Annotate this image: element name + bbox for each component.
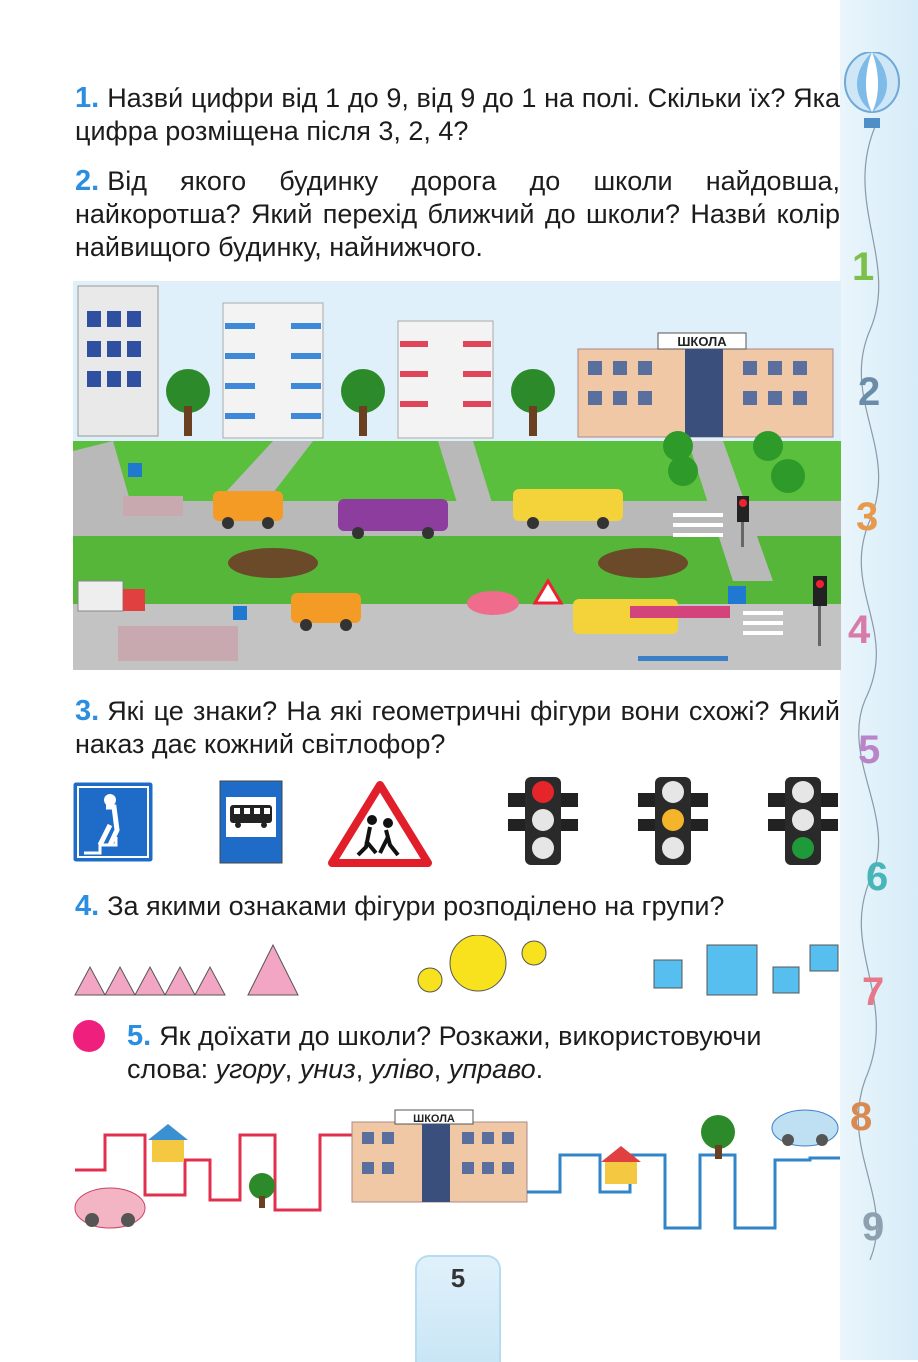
scene-school-label: ШКОЛА (677, 334, 727, 349)
sidebar-number-8: 8 (850, 1095, 873, 1139)
pedestrian-underpass-sign (72, 781, 154, 863)
page-number-tab (415, 1255, 501, 1362)
sidebar-number-3: 3 (856, 495, 879, 539)
traffic-light-red (508, 777, 578, 865)
city-scene-illustration (73, 281, 841, 670)
building-blue-balconies (223, 303, 323, 438)
page-number: 5 (450, 1263, 466, 1293)
task-5-number: 5. (127, 1020, 152, 1052)
sidebar-number-9: 9 (862, 1205, 885, 1249)
task-3 (75, 695, 840, 761)
task-2-text: Від якого будинку дорога до школи найдовша, найкоротша? Який перехід ближчий до школи? Назви́ колір найвищого будинку, найнижчого. (75, 166, 840, 262)
task-5 (127, 1020, 840, 1086)
word-up: угору (215, 1054, 285, 1084)
hot-air-balloon-icon (842, 52, 902, 132)
traffic-light-green (768, 777, 838, 865)
task-1-number: 1. (75, 82, 100, 114)
road-signs-row (70, 775, 845, 870)
circles-group (418, 935, 546, 992)
route-to-school-illustration (70, 1100, 845, 1240)
car-pink (467, 591, 519, 615)
sidebar-number-5: 5 (858, 728, 881, 772)
house-icon-1 (148, 1124, 188, 1162)
word-left: уліво (370, 1054, 434, 1084)
shape-groups (70, 935, 845, 1000)
sidebar-number-1: 1 (852, 245, 875, 289)
sep-3: , (433, 1054, 449, 1084)
sidebar-number-2: 2 (858, 370, 881, 414)
task-4-text: За якими ознаками фігури розподілено на групи? (107, 891, 725, 921)
sidebar-vine (840, 0, 918, 1360)
word-down: униз (299, 1054, 356, 1084)
house-icon-2 (601, 1146, 641, 1184)
tree-icon-2 (701, 1115, 735, 1159)
tree-icon-1 (249, 1173, 275, 1208)
sep-2: , (355, 1054, 371, 1084)
task-4 (75, 890, 840, 923)
children-crossing-sign (332, 785, 428, 863)
tall-building-grey (78, 286, 158, 436)
triangles-group (75, 945, 298, 995)
task-2-number: 2. (75, 165, 100, 197)
sidebar-number-6: 6 (866, 855, 889, 899)
word-right: управо (448, 1054, 536, 1084)
sidebar-number-4: 4 (848, 608, 871, 652)
traffic-light-yellow (638, 777, 708, 865)
route-school-label: ШКОЛА (413, 1113, 455, 1125)
task-5-end: . (535, 1054, 544, 1084)
task-1 (75, 82, 840, 148)
sep-1: , (284, 1054, 300, 1084)
task-1-text: Назви́ цифри від 1 до 9, від 9 до 1 на полі. Скільки їх? Яка цифра розміщена після 3, 2, 4? (75, 83, 840, 146)
bullet-dot-icon (73, 1020, 105, 1052)
task-5-text: Як доїхати до школи? Розкажи, використовуючи слова: (127, 1021, 762, 1084)
blue-car-icon (772, 1110, 838, 1146)
squares-group (654, 945, 838, 995)
sidebar-number-7: 7 (862, 970, 885, 1014)
task-4-number: 4. (75, 890, 100, 922)
bus-stop-sign (220, 781, 282, 863)
pink-car-icon (75, 1188, 145, 1228)
building-red-balconies (398, 321, 493, 438)
task-3-number: 3. (75, 695, 100, 727)
task-3-text: Які це знаки? На які геометричні фігури вони схожі? Який наказ дає кожний світлофор? (75, 696, 840, 759)
task-2 (75, 165, 840, 264)
